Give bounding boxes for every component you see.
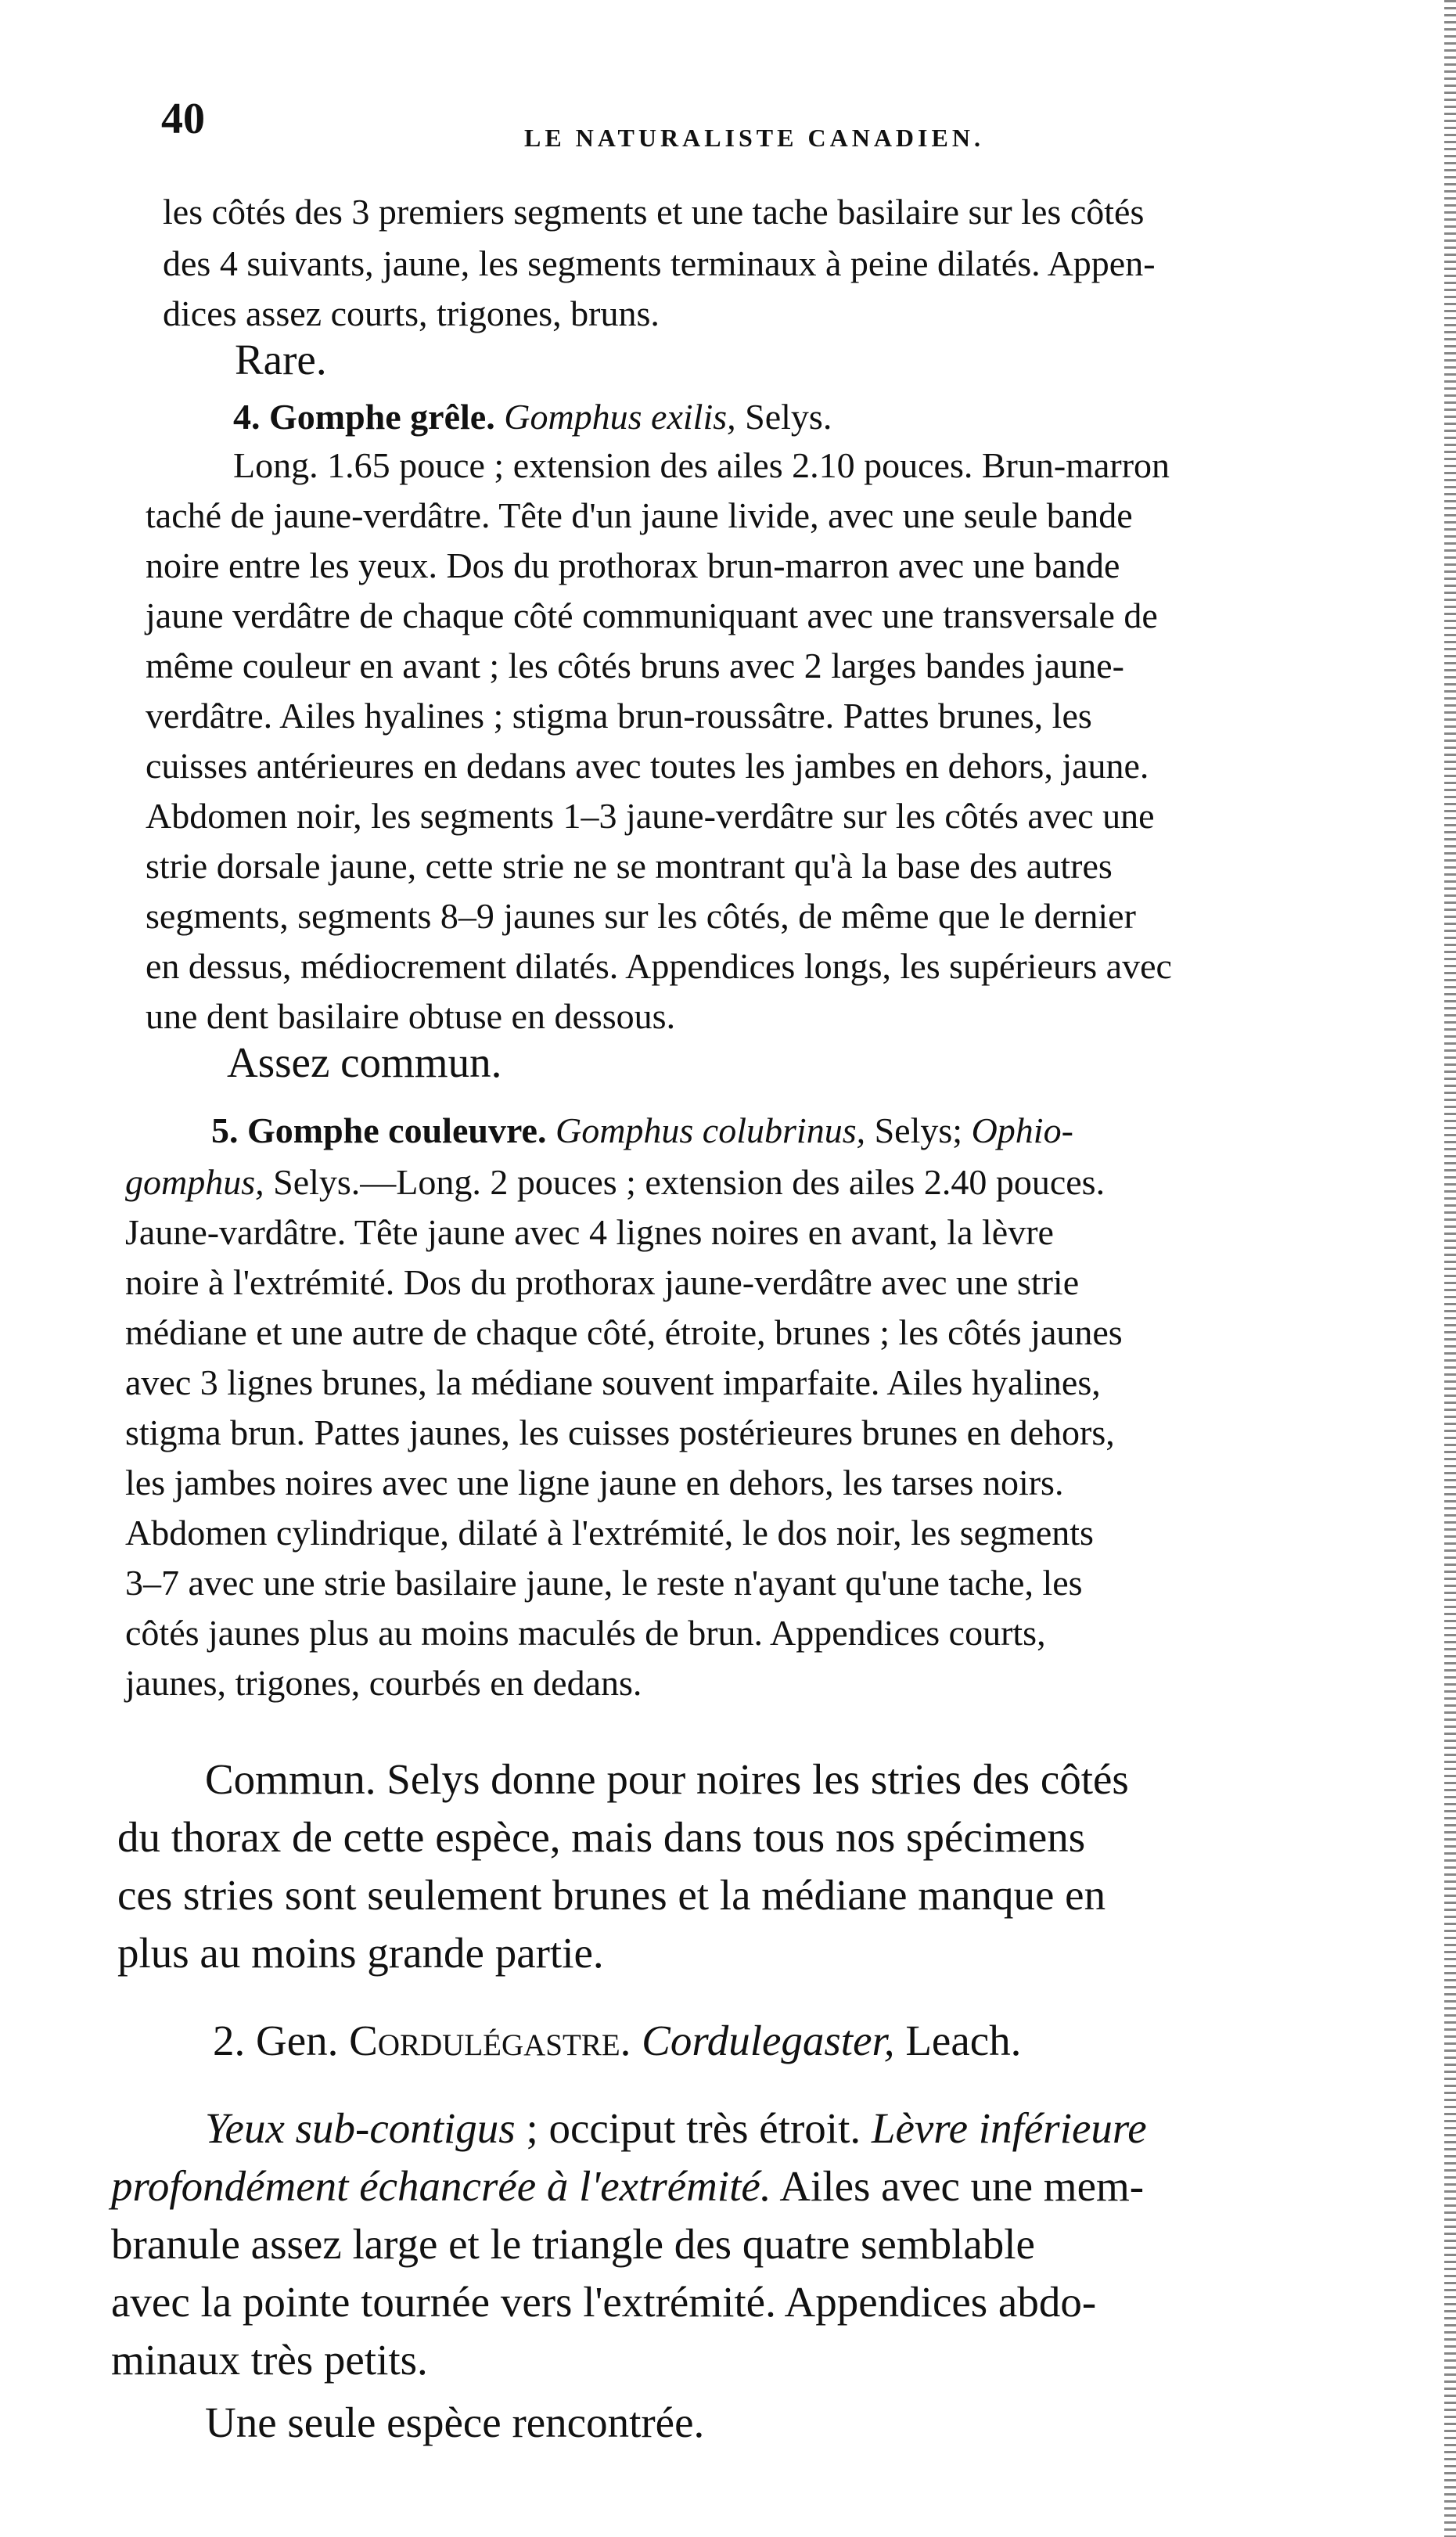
latin-name-alt: gomphus, [125,1162,264,1202]
text-line: strie dorsale jaune, cette strie ne se montrant qu'à la base des autres [146,846,1113,886]
text-line: avec 3 lignes brunes, la médiane souvent imparfaite. Ailes hyalines, [125,1362,1101,1402]
author: Selys; [874,1110,963,1150]
text-span: Ailes avec une mem- [779,2162,1145,2210]
text-line [205,2104,1147,2152]
text-line: dices assez courts, trigones, bruns. [163,293,660,333]
text-line: une dent basilaire obtuse en dessous. [146,996,676,1036]
text-line: jaune verdâtre de chaque côté communiquant avec une transversale de [146,596,1158,635]
text-line: jaunes, trigones, courbés en dedans. [125,1663,642,1703]
text-line: médiane et une autre de chaque côté, étroite, brunes ; les côtés jaunes [125,1312,1123,1352]
text-line: plus au moins grande partie. [117,1929,604,1977]
author: Leach. [905,2017,1022,2064]
text-line: branule assez large et le triangle des quatre semblable [111,2220,1035,2268]
italic-span: Lèvre inférieure [871,2104,1147,2152]
page-edge-shadow [1444,0,1456,2537]
latin-name-alt: Ophio- [971,1110,1073,1150]
text-line: stigma brun. Pattes jaunes, les cuisses postérieures brunes en dehors, [125,1412,1115,1452]
text-line: Jaune-vardâtre. Tête jaune avec 4 lignes noires en avant, la lèvre [125,1212,1054,1252]
text-span: Selys.—Long. 2 pouces ; extension des ailes 2.40 pouces. [273,1162,1105,1202]
latin-name: Gomphus exilis, [504,397,736,437]
abundance-note: Rare. [235,336,327,383]
text-line: segments, segments 8–9 jaunes sur les côtés, de même que le dernier [146,896,1136,936]
text-line: Long. 1.65 pouce ; extension des ailes 2.10 pouces. Brun-marron [233,445,1170,485]
text-line [125,1164,1105,1200]
text-line: Commun. Selys donne pour noires les stries des côtés [205,1755,1129,1803]
text-line: noire à l'extrémité. Dos du prothorax jaune-verdâtre avec une strie [125,1262,1080,1302]
page-number: 40 [161,95,205,143]
species-number-name: 5. Gomphe couleuvre. [211,1110,547,1150]
latin-name: Gomphus colubrinus, [555,1110,866,1150]
italic-span: profondément échancrée à l'extrémité. [111,2162,771,2210]
text-line [111,2162,1145,2210]
text-line: Abdomen noir, les segments 1–3 jaune-verdâtre sur les côtés avec une [146,796,1155,836]
species-number-name: 4. Gomphe grêle. [233,397,495,437]
text-line: noire entre les yeux. Dos du prothorax brun-marron avec une bande [146,545,1120,585]
text-line: les jambes noires avec une ligne jaune en dehors, les tarses noirs. [125,1463,1064,1502]
genus-number: 2. Gen. [213,2017,339,2064]
genus-latin-name: Cordulegaster, [642,2017,895,2064]
text-line: verdâtre. Ailes hyalines ; stigma brun-roussâtre. Pattes brunes, les [146,696,1092,736]
genus-french-name: Cordulégastre. [349,2017,631,2064]
genus-heading [213,2019,1021,2062]
running-title: LE NATURALISTE CANADIEN. [524,124,984,152]
text-line: les côtés des 3 premiers segments et une tache basilaire sur les côtés [163,192,1145,232]
text-line: ces stries sont seulement brunes et la médiane manque en [117,1871,1106,1919]
text-line: Abdomen cylindrique, dilaté à l'extrémité, le dos noir, les segments [125,1513,1094,1553]
text-line: Une seule espèce rencontrée. [205,2398,705,2446]
text-line: des 4 suivants, jaune, les segments terminaux à peine dilatés. Appen- [163,243,1156,283]
text-line: cuisses antérieures en dedans avec toutes les jambes en dehors, jaune. [146,746,1149,786]
text-line: côtés jaunes plus au moins maculés de brun. Appendices courts, [125,1613,1046,1653]
text-line: du thorax de cette espèce, mais dans tous nos spécimens [117,1813,1086,1861]
text-span: ; occiput très étroit. [526,2104,861,2152]
text-line: en dessus, médiocrement dilatés. Appendices longs, les supérieurs avec [146,946,1172,986]
text-line: avec la pointe tournée vers l'extrémité. Appendices abdo- [111,2278,1097,2326]
text-line: taché de jaune-verdâtre. Tête d'un jaune livide, avec une seule bande [146,495,1133,535]
species-heading [233,399,832,435]
text-line: même couleur en avant ; les côtés bruns avec 2 larges bandes jaune- [146,646,1124,686]
author: Selys. [745,397,832,437]
text-line: 3–7 avec une strie basilaire jaune, le reste n'ayant qu'une tache, les [125,1563,1083,1603]
abundance-note: Assez commun. [227,1038,502,1086]
species-heading [211,1110,1073,1150]
text-line: minaux très petits. [111,2336,428,2384]
italic-span: Yeux sub-contigus [205,2104,516,2152]
